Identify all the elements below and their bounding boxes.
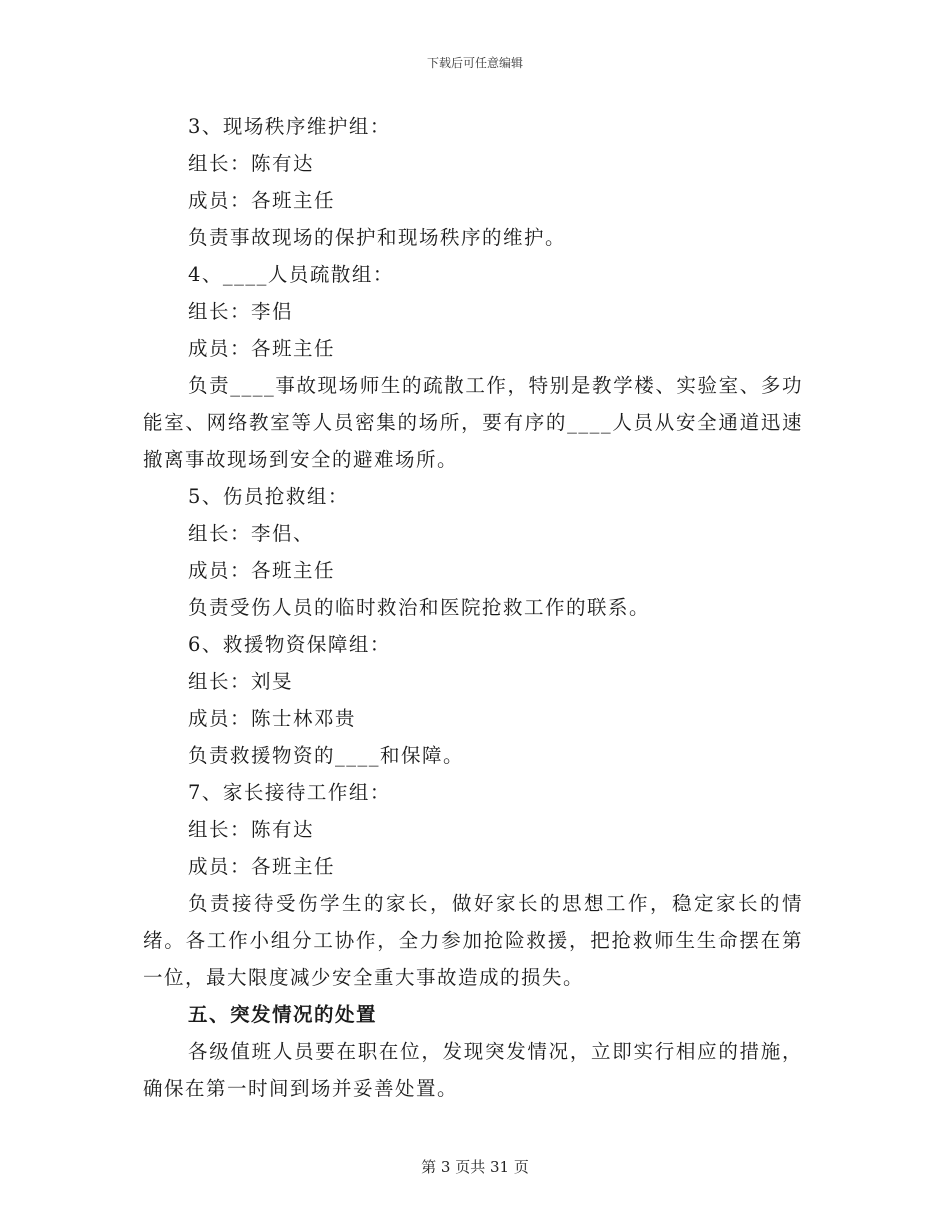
document-body (143, 108, 803, 1107)
page-header: 下载后可任意编辑 (426, 56, 523, 70)
section-4-title: 4、____人员疏散组： (188, 263, 394, 286)
page-footer: 第 3 页共 31 页 (421, 1158, 529, 1176)
section-4-members: 成员：各班主任 (188, 337, 336, 360)
section-6-leader: 组长：刘旻 (188, 670, 294, 693)
section-5-leader: 组长：李侣、 (188, 522, 315, 545)
section-4-duty: 负责____事故现场师生的疏散工作，特别是教学楼、实验室、多功能室、网络教室等人员密集的场所，要有序的____人员从安全通道迅速撤离事故现场到安全的避难场所。 (143, 374, 803, 471)
section-7-duty: 负责接待受伤学生的家长，做好家长的思想工作，稳定家长的情绪。各工作小组分工协作，全力参加抢险救援，把抢救师生生命摆在第一位，最大限度减少安全重大事故造成的损失。 (143, 892, 803, 989)
section-3-leader: 组长：陈有达 (188, 152, 315, 175)
section-5-duty: 负责受伤人员的临时救治和医院抢救工作的联系。 (188, 596, 651, 619)
section-7-title: 7、家长接待工作组： (188, 781, 391, 804)
section-6-duty: 负责救援物资的____和保障。 (188, 744, 465, 767)
section-4-leader: 组长：李侣 (188, 300, 294, 323)
section-7-leader: 组长：陈有达 (188, 818, 315, 841)
section-5-title: 5、伤员抢救组： (188, 485, 349, 508)
section-five-heading: 五、突发情况的处置 (188, 1003, 378, 1026)
section-6-title: 6、救援物资保障组： (188, 633, 391, 656)
section-3-title: 3、现场秩序维护组： (188, 115, 391, 138)
section-5-members: 成员：各班主任 (188, 559, 336, 582)
section-6-members: 成员：陈士林邓贵 (188, 707, 357, 730)
section-3-members: 成员：各班主任 (188, 189, 336, 212)
section-7-members: 成员：各班主任 (188, 855, 336, 878)
section-3-duty: 负责事故现场的保护和现场秩序的维护。 (188, 226, 567, 249)
section-five-body: 各级值班人员要在职在位，发现突发情况，立即实行相应的措施，确保在第一时间到场并妥善处置。 (143, 1040, 803, 1100)
